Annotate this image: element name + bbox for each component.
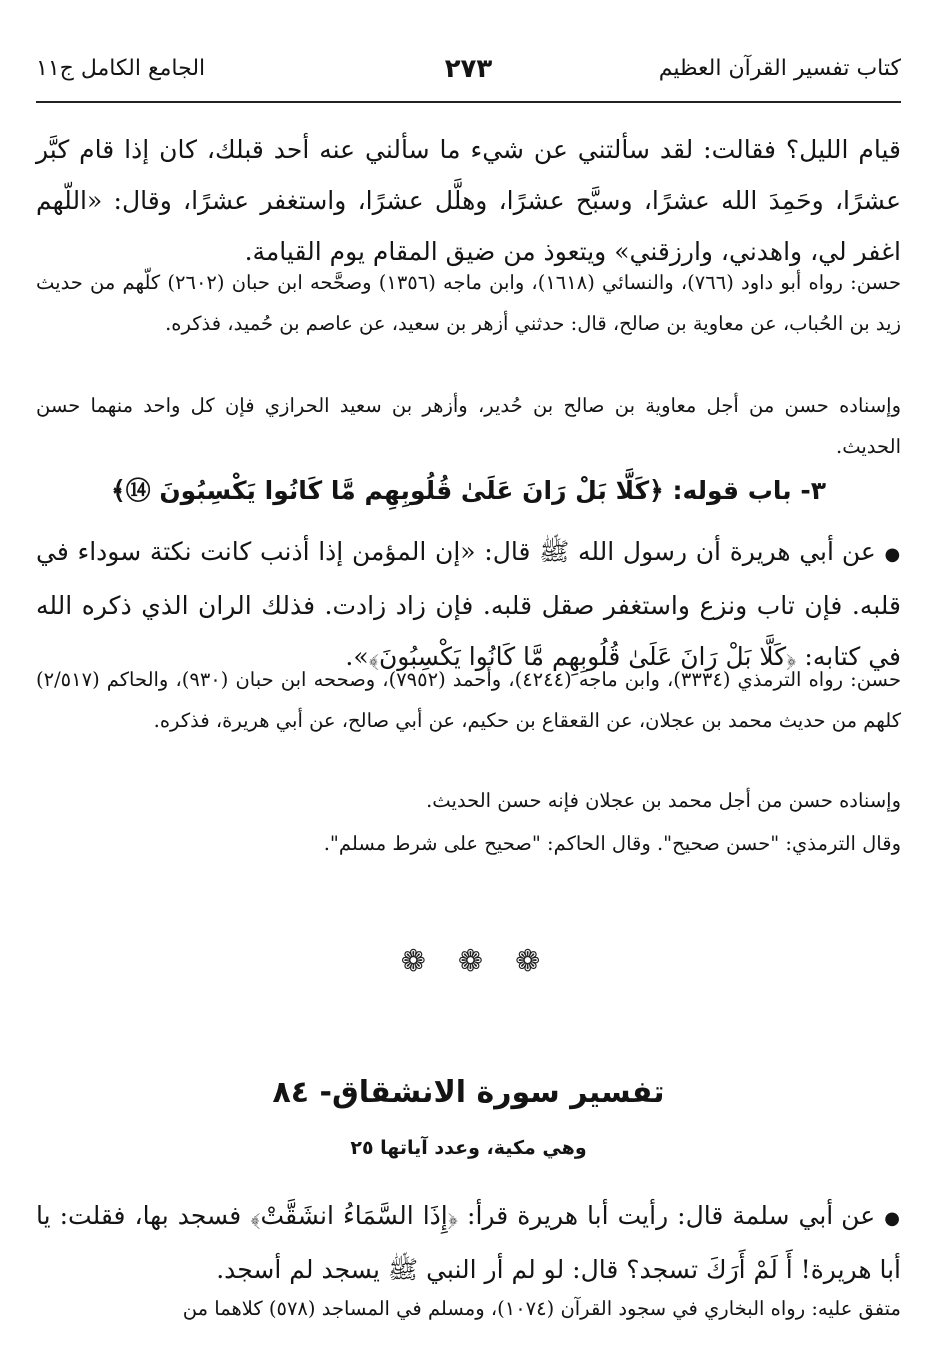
flower-ornament-icon: ❁ — [515, 944, 541, 979]
page-number: ٢٧٣ — [444, 54, 493, 84]
hadith-text-3: عن أبي سلمة قال: رأيت أبا هريرة قرأ: ﴿إِذَا السَّمَاءُ انشَقَّتْ﴾ فسجد بها، فقلت: يا أبا هريرة! أَ لَمْ أَرَكَ تسجد؟ قال: لو لم أر النبي ﷺ يسجد لم أسجد. — [36, 1201, 901, 1284]
grading-note: وقال الترمذي: "حسن صحيح". وقال الحاكم: "صحيح على شرط مسلم". — [323, 832, 901, 855]
takhrij-2: حسن: رواه الترمذي (٣٣٣٤)، وابن ماجه (٤٢٤٤)، وأحمد (٧٩٥٢)، وصححه ابن حبان (٩٣٠)، والحاكم (٢/٥١٧) كلهم من حديث محمد بن عجلان، عن القعقاع بن حكيم، عن أبي صالح، عن أبي هريرة، فذكره. — [36, 668, 902, 732]
isnad-note-2: وإسناده حسن من أجل محمد بن عجلان فإنه حسن الحديث. — [426, 789, 901, 812]
flower-ornament-icon: ❁ — [457, 944, 484, 979]
ornament-divider — [0, 944, 941, 979]
surah-meta: وهي مكية، وعدد آياتها ٢٥ — [350, 1137, 587, 1159]
hadith-text-1: قيام الليل؟ فقالت: لقد سألتني عن شيء ما سألني عنه أحد قبلك، كان إذا قام كبَّر عشرًا، وحَمِدَ الله عشرًا، وسبَّح عشرًا، وهلَّل عشرًا، واستغفر عشرًا، وقال: «اللّهم اغفر لي، واهدني، وارزقني» ويتعوذ من ضيق المقام يوم القيامة. — [36, 135, 901, 266]
isnad-note-1: وإسناده حسن من أجل معاوية بن صالح بن حُدير، وأزهر بن سعيد الحرازي فإن كل واحد منهما حسن الحديث. — [36, 394, 901, 458]
flower-ornament-icon: ❁ — [400, 944, 426, 979]
takhrij-1: حسن: رواه أبو داود (٧٦٦)، والنسائي (١٦١٨)، وابن ماجه (١٣٥٦) وصحَّحه ابن حبان (٢٦٠٢) كلّهم من حديث زيد بن الحُباب، عن معاوية بن صالح، قال: حدثني أزهر بن سعيد، عن عاصم بن حُميد، فذكره. — [36, 271, 902, 335]
bullet-icon: ● — [884, 1208, 901, 1229]
surah-title: تفسير سورة الانشقاق- ٨٤ — [272, 1075, 665, 1110]
book-title: كتاب تفسير القرآن العظيم — [658, 56, 901, 81]
volume-label: الجامع الكامل ج١١ — [36, 56, 206, 81]
hadith-block-3 — [36, 1190, 901, 1295]
header-rule — [36, 101, 901, 103]
bullet-icon: ● — [884, 544, 901, 565]
takhrij-3: متفق عليه: رواه البخاري في سجود القرآن (١٠٧٤)، ومسلم في المساجد (٥٧٨) كلاهما من — [182, 1297, 901, 1320]
bab-heading: ٣- باب قوله: ﴿كَلَّا بَلْ رَانَ عَلَىٰ قُلُوبِهِم مَّا كَانُوا يَكْسِبُونَ ⑭﴾ — [110, 476, 826, 505]
hadith-text-2: عن أبي هريرة أن رسول الله ﷺ قال: «إن المؤمن إذا أذنب كانت نكتة سوداء في قلبه. فإن تاب ونزع واستغفر صقل قلبه. فإن زاد زادت. فذلك الران الذي ذكره الله في كتابه: ﴿كَلَّا بَلْ رَانَ عَلَىٰ قُلُوبِهِم مَّا كَانُوا يَكْسِبُونَ﴾». — [36, 537, 901, 671]
page-header — [36, 56, 901, 96]
